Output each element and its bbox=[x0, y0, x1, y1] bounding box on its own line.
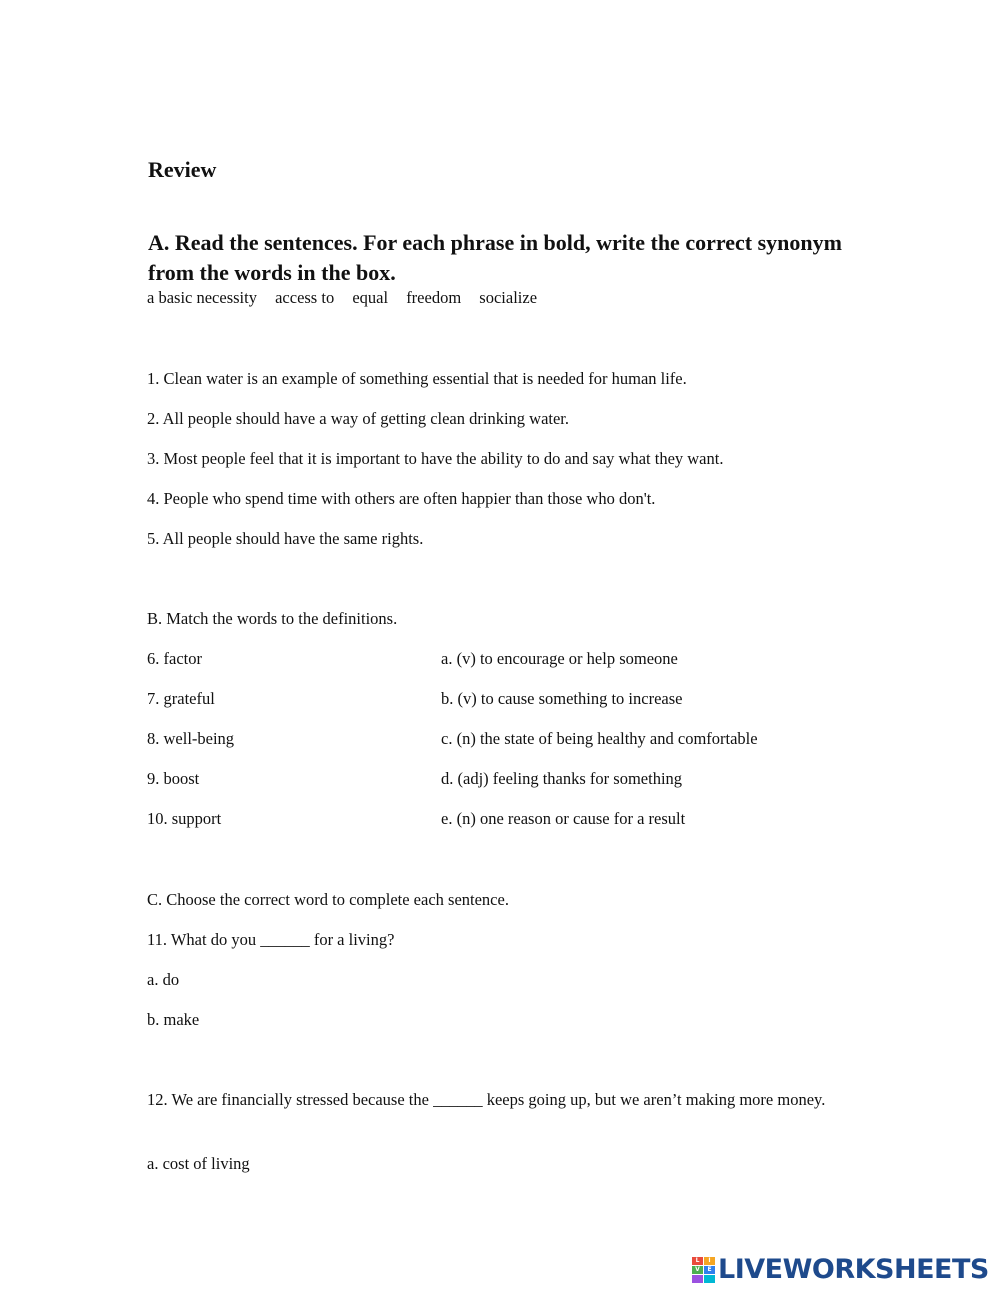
word-box-item: freedom bbox=[406, 288, 462, 307]
word-box-item: socialize bbox=[479, 288, 538, 307]
match-definition-e: e. (n) one reason or cause for a result bbox=[441, 809, 686, 828]
match-word-8: 8. well-being bbox=[147, 729, 235, 748]
logo-tile: L bbox=[692, 1257, 703, 1265]
q12-option-a[interactable]: a. cost of living bbox=[147, 1154, 250, 1173]
sentence-5: 5. All people should have the same rights. bbox=[147, 529, 424, 548]
match-word-9: 9. boost bbox=[147, 769, 200, 788]
page-title: Review bbox=[148, 157, 217, 182]
section-a-heading: A. Read the sentences. For each phrase in bold, write the correct synonym from the words in the box. bbox=[148, 230, 842, 285]
logo-tile bbox=[692, 1275, 703, 1283]
section-c-heading: C. Choose the correct word to complete each sentence. bbox=[147, 890, 509, 909]
liveworksheets-logo bbox=[692, 1254, 989, 1285]
sentence-4: 4. People who spend time with others are often happier than those who don't. bbox=[147, 489, 656, 508]
word-box-item: a basic necessity bbox=[147, 288, 257, 307]
match-definition-a: a. (v) to encourage or help someone bbox=[441, 649, 678, 668]
word-box bbox=[147, 288, 551, 308]
match-definition-c: c. (n) the state of being healthy and comfortable bbox=[441, 729, 758, 748]
match-word-7: 7. grateful bbox=[147, 689, 215, 708]
logo-tile: I bbox=[704, 1257, 715, 1265]
section-b-heading: B. Match the words to the definitions. bbox=[147, 609, 398, 628]
q11-option-a[interactable]: a. do bbox=[147, 970, 180, 989]
word-box-item: equal bbox=[352, 288, 389, 307]
logo-tile bbox=[704, 1275, 715, 1283]
match-definition-b: b. (v) to cause something to increase bbox=[441, 689, 683, 708]
logo-text: LIVEWORKSHEETS bbox=[718, 1254, 989, 1285]
sentence-1: 1. Clean water is an example of something essential that is needed for human life. bbox=[147, 369, 687, 388]
question-11: 11. What do you ______ for a living? bbox=[147, 930, 395, 949]
sentence-3: 3. Most people feel that it is important to have the ability to do and say what they want. bbox=[147, 449, 724, 468]
question-12: 12. We are financially stressed because the ______ keeps going up, but we aren’t making more money. bbox=[147, 1090, 826, 1109]
match-word-10: 10. support bbox=[147, 809, 222, 828]
logo-tile: V bbox=[692, 1266, 703, 1274]
match-definition-d: d. (adj) feeling thanks for something bbox=[441, 769, 683, 788]
sentence-2: 2. All people should have a way of getting clean drinking water. bbox=[147, 409, 570, 428]
logo-grid-icon bbox=[692, 1257, 715, 1283]
q11-option-b[interactable]: b. make bbox=[147, 1010, 200, 1029]
logo-tile: E bbox=[704, 1266, 715, 1274]
word-box-item: access to bbox=[275, 288, 335, 307]
match-word-6: 6. factor bbox=[147, 649, 202, 668]
